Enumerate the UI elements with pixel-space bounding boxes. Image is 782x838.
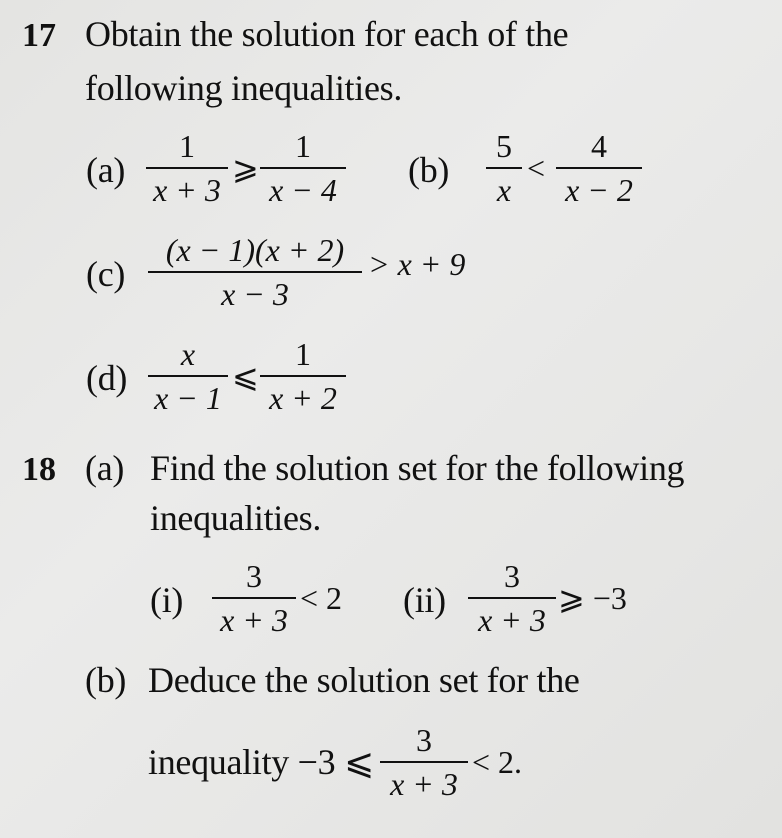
denominator: x + 3 [390, 766, 458, 802]
q17c-lhs-fraction [148, 232, 362, 312]
q18a-instruction-line2: inequalities. [150, 498, 322, 538]
q17d-label: (d) [86, 358, 128, 398]
denominator: x + 2 [269, 380, 337, 416]
q17b-lhs-fraction [486, 128, 522, 208]
q17c-rhs: > x + 9 [368, 246, 466, 282]
q18b-label: (b) [85, 660, 127, 700]
q17d-rhs-fraction [260, 336, 346, 416]
q17-instruction-line2: following inequalities. [85, 68, 403, 108]
denominator: x − 4 [269, 172, 337, 208]
q17b-rhs-fraction [556, 128, 642, 208]
q17b-relation: < [527, 150, 546, 186]
numerator: 3 [212, 558, 296, 599]
q17b-label: (b) [408, 150, 450, 190]
q17d-lhs-fraction [148, 336, 228, 416]
q18ai-fraction [212, 558, 296, 638]
q17a-label: (a) [86, 150, 126, 190]
numerator: 3 [380, 722, 468, 763]
denominator: x + 3 [478, 602, 546, 638]
denominator: x + 3 [220, 602, 288, 638]
numerator: x [148, 336, 228, 377]
q18b-fraction [380, 722, 468, 802]
question-number-17: 17 [22, 17, 56, 54]
q18b-instruction-line1: Deduce the solution set for the [148, 660, 580, 700]
q17a-relation: ⩾ [232, 150, 259, 186]
q18aii-fraction [468, 558, 556, 638]
denominator: x − 2 [565, 172, 633, 208]
numerator: 4 [556, 128, 642, 169]
q17-instruction-line1: Obtain the solution for each of the [85, 14, 569, 54]
numerator: 5 [486, 128, 522, 169]
question-number-18: 18 [22, 451, 56, 488]
numerator: 1 [260, 128, 346, 169]
q18b-suffix: < 2. [472, 744, 523, 780]
q18aii-rhs: ⩾ −3 [558, 580, 627, 616]
q18b-prefix: inequality −3 ⩽ [148, 742, 374, 782]
q18aii-label: (ii) [403, 580, 446, 620]
denominator: x + 3 [153, 172, 221, 208]
denominator: x − 1 [154, 380, 222, 416]
q17d-relation: ⩽ [232, 358, 259, 394]
numerator: 3 [468, 558, 556, 599]
numerator: (x − 1)(x + 2) [148, 232, 362, 273]
q18a-label: (a) [85, 448, 125, 488]
q17a-rhs-fraction [260, 128, 346, 208]
numerator: 1 [260, 336, 346, 377]
denominator: x [496, 172, 512, 208]
denominator: x − 3 [221, 276, 289, 312]
q18a-instruction-line1: Find the solution set for the following [150, 448, 685, 488]
q17a-lhs-fraction [146, 128, 228, 208]
q18ai-rhs: < 2 [300, 580, 343, 616]
q17c-label: (c) [86, 254, 126, 294]
numerator: 1 [146, 128, 228, 169]
q18ai-label: (i) [150, 580, 184, 620]
